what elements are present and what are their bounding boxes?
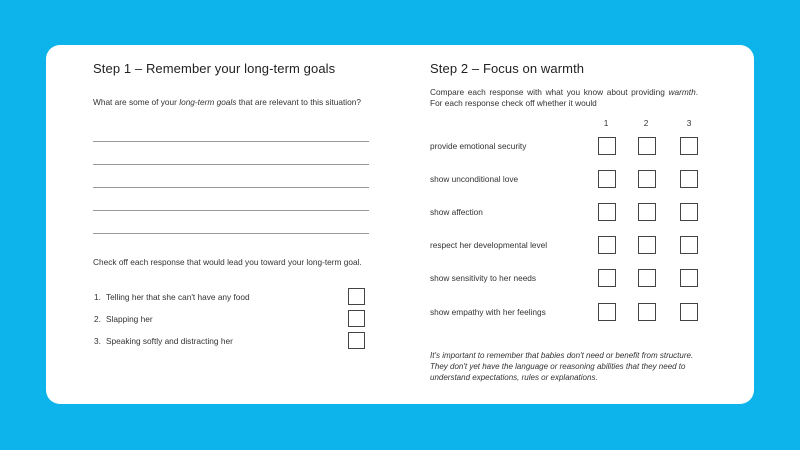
step2-heading: Step 2 – Focus on warmth bbox=[430, 61, 585, 76]
option-number: 2. bbox=[94, 314, 101, 324]
warmth-row-label: show sensitivity to her needs bbox=[430, 273, 537, 283]
warmth-checkbox-1[interactable] bbox=[598, 170, 616, 188]
warmth-checkbox-2[interactable] bbox=[638, 236, 656, 254]
step2-intro: Compare each response with what you know about providing warmth. For each response check off whether it would bbox=[430, 87, 698, 108]
warmth-row bbox=[430, 236, 710, 256]
warmth-checkbox-3[interactable] bbox=[680, 170, 698, 188]
warmth-row-label: show unconditional love bbox=[430, 174, 519, 184]
option-checkbox[interactable] bbox=[348, 332, 365, 349]
option-row bbox=[93, 288, 373, 308]
warmth-row bbox=[430, 170, 710, 190]
option-number: 3. bbox=[94, 336, 101, 346]
option-text: Slapping her bbox=[106, 314, 153, 324]
column-header: 1 bbox=[603, 118, 609, 128]
warmth-checkbox-3[interactable] bbox=[680, 137, 698, 155]
step1-instruction: Check off each response that would lead you toward your long-term goal. bbox=[93, 257, 362, 267]
option-text: Telling her that she can't have any food bbox=[106, 292, 250, 302]
warmth-row-label: show empathy with her feelings bbox=[430, 307, 546, 317]
warmth-checkbox-2[interactable] bbox=[638, 137, 656, 155]
warmth-row-label: show affection bbox=[430, 207, 483, 217]
worksheet-card bbox=[46, 45, 754, 404]
babies-note: It's important to remember that babies don't need or benefit from structure. They don't yet have the language or reasoning abilities that they need to understand expectations, rules or explanations. bbox=[430, 351, 694, 382]
answer-line[interactable] bbox=[93, 187, 369, 188]
warmth-checkbox-1[interactable] bbox=[598, 236, 616, 254]
warmth-row bbox=[430, 269, 710, 289]
answer-line[interactable] bbox=[93, 141, 369, 142]
warmth-checkbox-2[interactable] bbox=[638, 203, 656, 221]
option-checkbox[interactable] bbox=[348, 310, 365, 327]
warmth-checkbox-3[interactable] bbox=[680, 303, 698, 321]
answer-line[interactable] bbox=[93, 233, 369, 234]
warmth-checkbox-1[interactable] bbox=[598, 303, 616, 321]
warmth-checkbox-3[interactable] bbox=[680, 236, 698, 254]
warmth-row bbox=[430, 303, 710, 323]
long-term-goals-emphasis: long-term goals bbox=[179, 97, 237, 107]
option-checkbox[interactable] bbox=[348, 288, 365, 305]
option-text: Speaking softly and distracting her bbox=[106, 336, 233, 346]
warmth-emphasis: warmth bbox=[668, 87, 696, 97]
warmth-checkbox-2[interactable] bbox=[638, 170, 656, 188]
warmth-checkbox-1[interactable] bbox=[598, 203, 616, 221]
warmth-row bbox=[430, 203, 710, 223]
column-header: 3 bbox=[686, 118, 692, 128]
step1-heading: Step 1 – Remember your long-term goals bbox=[93, 61, 336, 76]
option-row bbox=[93, 332, 373, 352]
warmth-row-label: provide emotional security bbox=[430, 141, 527, 151]
warmth-checkbox-2[interactable] bbox=[638, 303, 656, 321]
warmth-checkbox-2[interactable] bbox=[638, 269, 656, 287]
step1-question: What are some of your long-term goals that are relevant to this situation? bbox=[93, 97, 361, 107]
warmth-checkbox-1[interactable] bbox=[598, 137, 616, 155]
option-number: 1. bbox=[94, 292, 101, 302]
warmth-row-label: respect her developmental level bbox=[430, 240, 548, 250]
column-header: 2 bbox=[643, 118, 649, 128]
answer-line[interactable] bbox=[93, 210, 369, 211]
option-row bbox=[93, 310, 373, 330]
warmth-checkbox-1[interactable] bbox=[598, 269, 616, 287]
warmth-checkbox-3[interactable] bbox=[680, 203, 698, 221]
warmth-checkbox-3[interactable] bbox=[680, 269, 698, 287]
answer-line[interactable] bbox=[93, 164, 369, 165]
warmth-row bbox=[430, 137, 710, 157]
